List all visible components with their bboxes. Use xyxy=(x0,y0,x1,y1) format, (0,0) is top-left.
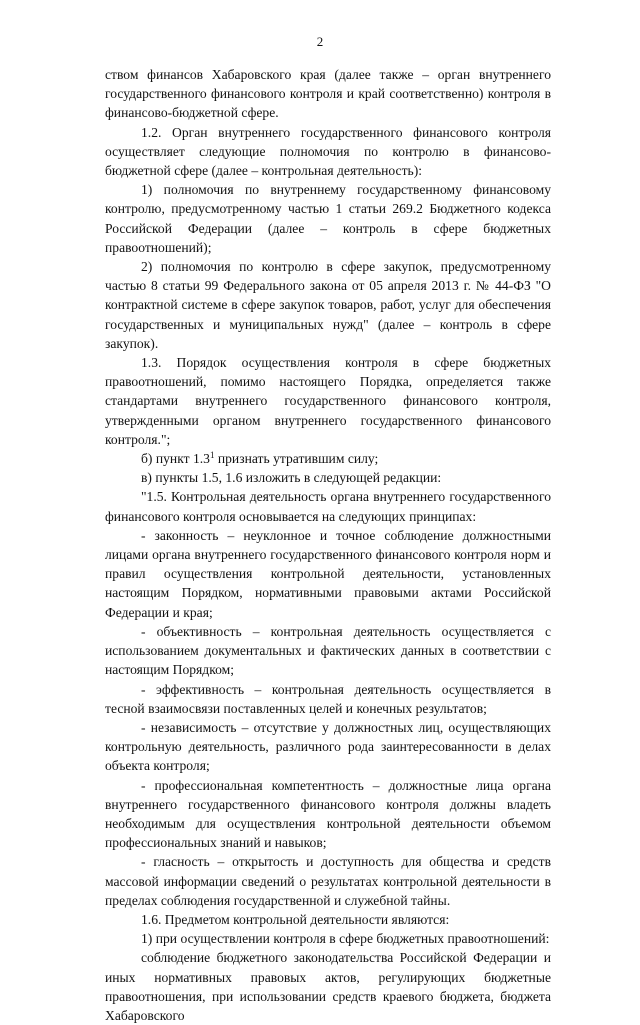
page-number: 2 xyxy=(316,34,324,49)
paragraph-1-3: 1.3. Порядок осуществления контроля в сфере бюджетных правоотношений, помимо настоящего Порядка, определяется также стандартами внутреннего государственного финансового контроля, утвержденными органом внутреннего государственного финансового контроля."; xyxy=(105,355,551,447)
paragraph-item-1: 1) полномочия по внутреннему государственному финансовому контролю, предусмотренному частью 1 статьи 269.2 Бюджетного кодекса Российской Федерации (далее – контроль в сфере бюджетных правоотношений); xyxy=(105,182,551,255)
item-b-text-end: признать утратившим силу; xyxy=(214,451,379,467)
paragraph-1-2: 1.2. Орган внутреннего государственного финансового контроля осуществляет следующие полномочия по контролю в финансово-бюджетной сфере (далее – контрольная деятельность): xyxy=(105,124,551,179)
principle-legality: - законность – неуклонное и точное соблюдение должностными лицами органа внутреннего государственного финансового контроля норм и правил осуществления контрольной деятельности, установленных настоящим Порядком, нормативными правовыми актами Российской Федерации и края; xyxy=(105,527,551,620)
document-body xyxy=(105,65,551,1025)
principle-transparency: - гласность – открытость и доступность для общества и средств массовой информации сведений о результатах контрольной деятельности в пределах соблюдения государственной и служебной тайны. xyxy=(105,854,551,908)
principle-independence: - независимость – отсутствие у должностных лиц, осуществляющих контрольную деятельность, различного рода заинтересованности в делах объекта контроля; xyxy=(105,719,551,774)
item-b-superscript: 1 xyxy=(209,450,215,461)
paragraph-item-2: 2) полномочия по контролю в сфере закупок, предусмотренному частью 8 статьи 99 Федерального закона от 05 апреля 2013 г. № 44-ФЗ "О контрактной системе в сфере закупок товаров, работ, услуг для обеспечения государственных и муниципальных нужд" (далее – контроль в сфере закупок). xyxy=(105,259,551,351)
paragraph-1-5: "1.5. Контрольная деятельность органа внутреннего государственного финансового контроля основывается на следующих принципах: xyxy=(105,489,551,524)
paragraph-item-b xyxy=(105,449,551,468)
paragraph-continuation: ством финансов Хабаровского края (далее также – орган внутреннего государственного финансового контроля и край соответственно) контроля в финансово-бюджетной сфере. xyxy=(105,67,551,121)
principle-competence: - профессиональная компетентность – должностные лица органа внутреннего государственного финансового контроля должны владеть необходимым для осуществления контрольной деятельности объемом профессиональных знаний и навыков; xyxy=(105,777,551,851)
item-b-text: б) пункт 1.3 xyxy=(141,451,210,467)
paragraph-item-v: в) пункты 1.5, 1.6 изложить в следующей редакции: xyxy=(141,470,442,486)
principle-efficiency: - эффективность – контрольная деятельность осуществляется в тесной взаимосвязи поставленных целей и конечных результатов; xyxy=(105,681,551,716)
paragraph-last: соблюдение бюджетного законодательства Российской Федерации и иных нормативных правовых актов, регулирующих бюджетные правоотношения, при использовании средств краевого бюджета, бюджета Хабаровского xyxy=(105,950,551,1023)
paragraph-1-6-item-1: 1) при осуществлении контроля в сфере бюджетных правоотношений: xyxy=(141,931,550,947)
principle-objectivity: - объективность – контрольная деятельность осуществляется с использованием документальных и фактических данных в соответствии с настоящим Порядком; xyxy=(105,623,551,678)
paragraph-1-6: 1.6. Предметом контрольной деятельности являются: xyxy=(141,911,450,927)
